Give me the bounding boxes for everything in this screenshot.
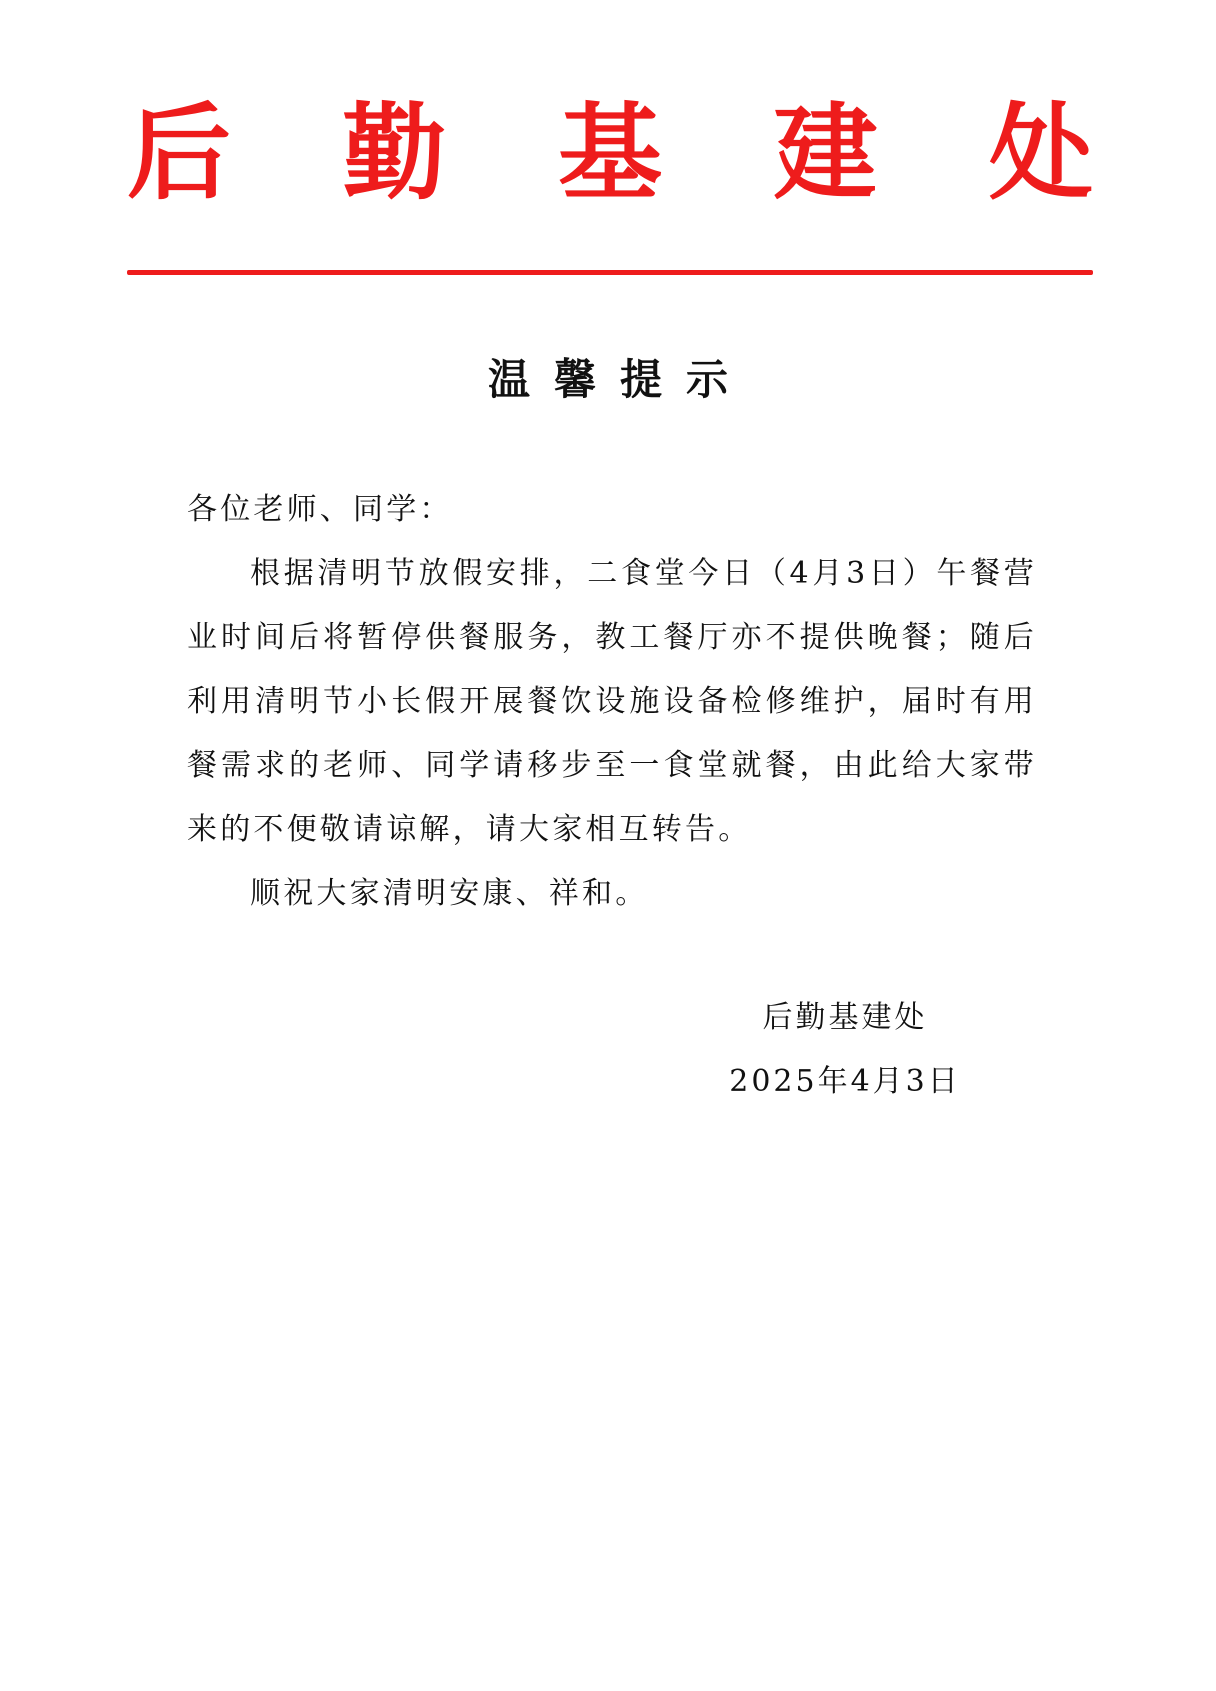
letterhead-char: 基 xyxy=(557,92,662,214)
letterhead xyxy=(127,92,1093,214)
salutation: 各位老师、同学： xyxy=(187,492,453,527)
letterhead-char: 建 xyxy=(773,92,878,214)
signature-date: 2025年4月3日 xyxy=(729,1064,961,1099)
red-divider xyxy=(127,270,1093,275)
closing-line: 顺祝大家清明安康、祥和。 xyxy=(250,876,649,911)
notice-body: 根据清明节放假安排，二食堂今日（4月3日）午餐营业时间后将暂停供餐服务，教工餐厅亦不提供晚餐；随后利用清明节小长假开展餐饮设施设备检修维护，届时有用餐需求的老师、同学请移步至一食堂就餐，由此给大家带来的不便敬请谅解，请大家相互转告。 xyxy=(187,556,1037,847)
signature-block xyxy=(700,986,990,1114)
letterhead-char: 处 xyxy=(988,92,1093,214)
notice-title: 温馨提示 xyxy=(487,355,752,404)
notice-content xyxy=(187,478,1037,926)
signature-org: 后勤基建处 xyxy=(762,1000,928,1035)
letterhead-char: 后 xyxy=(127,92,232,214)
letterhead-char: 勤 xyxy=(342,92,447,214)
